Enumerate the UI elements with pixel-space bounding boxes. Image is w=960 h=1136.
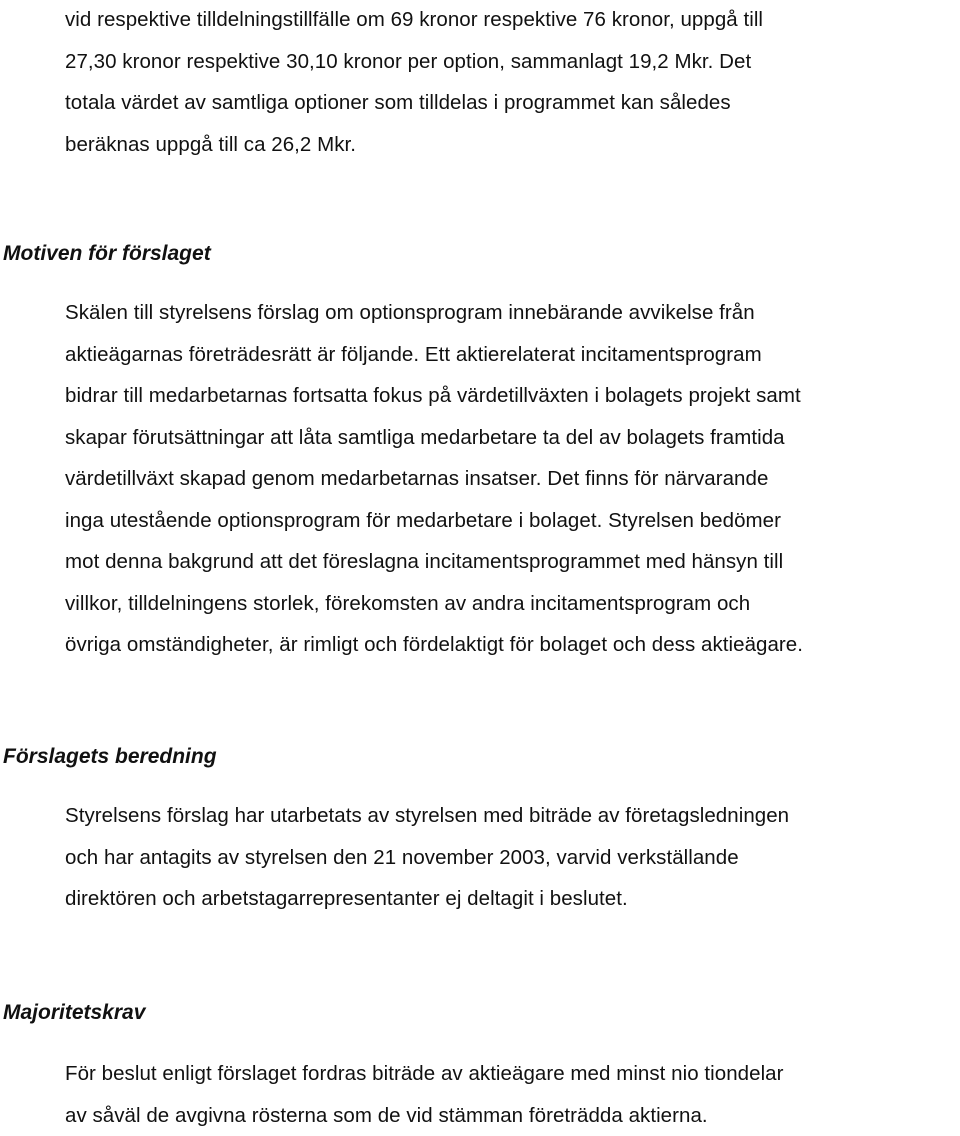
beredning-paragraph xyxy=(65,795,950,920)
paragraph-line: av såväl de avgivna rösterna som de vid stämman företrädda aktierna. xyxy=(65,1095,950,1136)
paragraph-line: direktören och arbetstagarrepresentanter ej deltagit i beslutet. xyxy=(65,878,950,920)
section-heading-motiven: Motiven för förslaget xyxy=(3,241,211,267)
section-heading-majoritetskrav: Majoritetskrav xyxy=(3,1000,145,1026)
intro-paragraph xyxy=(65,0,950,165)
motiven-paragraph xyxy=(65,292,950,666)
paragraph-line: För beslut enligt förslaget fordras biträde av aktieägare med minst nio tiondelar xyxy=(65,1053,950,1095)
paragraph-line: Skälen till styrelsens förslag om optionsprogram innebärande avvikelse från xyxy=(65,292,950,334)
paragraph-line: och har antagits av styrelsen den 21 november 2003, varvid verkställande xyxy=(65,837,950,879)
paragraph-line: beräknas uppgå till ca 26,2 Mkr. xyxy=(65,124,950,166)
paragraph-line: totala värdet av samtliga optioner som tilldelas i programmet kan således xyxy=(65,82,950,124)
paragraph-line: Styrelsens förslag har utarbetats av styrelsen med biträde av företagsledningen xyxy=(65,795,950,837)
paragraph-line: inga utestående optionsprogram för medarbetare i bolaget. Styrelsen bedömer xyxy=(65,500,950,542)
paragraph-line: aktieägarnas företrädesrätt är följande. Ett aktierelaterat incitamentsprogram xyxy=(65,334,950,376)
paragraph-line: 27,30 kronor respektive 30,10 kronor per option, sammanlagt 19,2 Mkr. Det xyxy=(65,41,950,83)
paragraph-line: mot denna bakgrund att det föreslagna incitamentsprogrammet med hänsyn till xyxy=(65,541,950,583)
majoritetskrav-paragraph xyxy=(65,1053,950,1136)
paragraph-line: villkor, tilldelningens storlek, förekomsten av andra incitamentsprogram och xyxy=(65,583,950,625)
paragraph-line: värdetillväxt skapad genom medarbetarnas insatser. Det finns för närvarande xyxy=(65,458,950,500)
paragraph-line: skapar förutsättningar att låta samtliga medarbetare ta del av bolagets framtida xyxy=(65,417,950,459)
paragraph-line: övriga omständigheter, är rimligt och fördelaktigt för bolaget och dess aktieägare. xyxy=(65,624,950,666)
paragraph-line: bidrar till medarbetarnas fortsatta fokus på värdetillväxten i bolagets projekt samt xyxy=(65,375,950,417)
section-heading-beredning: Förslagets beredning xyxy=(3,744,217,770)
paragraph-line: vid respektive tilldelningstillfälle om 69 kronor respektive 76 kronor, uppgå till xyxy=(65,0,950,41)
